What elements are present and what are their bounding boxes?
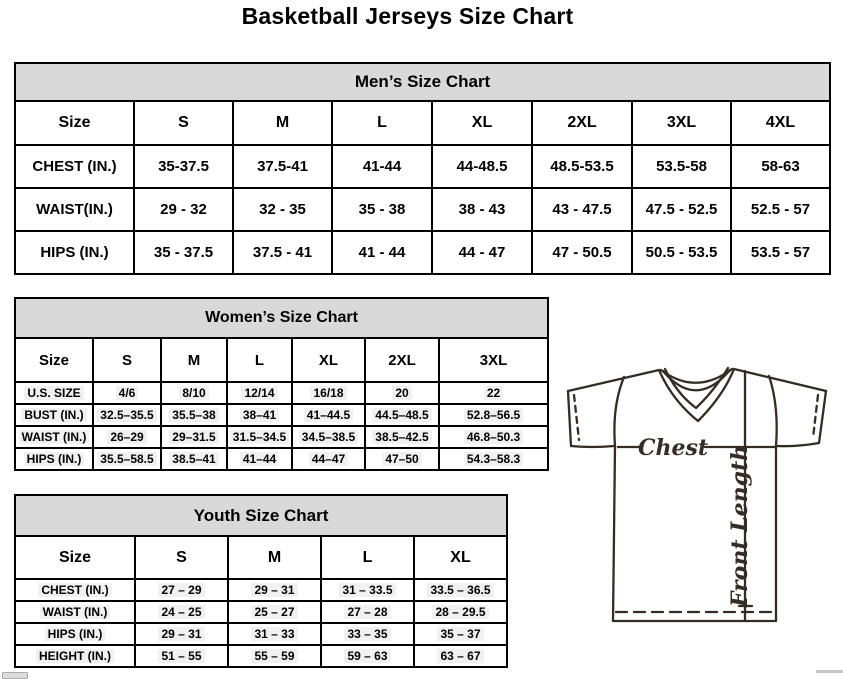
value-cell: 41-44	[332, 145, 432, 188]
row-label: HEIGHT (IN.)	[15, 645, 135, 667]
value-cell: 38 - 43	[432, 188, 532, 231]
col-header: M	[161, 338, 227, 382]
value-cell: 53.5 - 57	[731, 231, 830, 274]
size-label: Size	[15, 536, 135, 579]
value-cell: 41 - 44	[332, 231, 432, 274]
table-row	[15, 63, 830, 101]
col-header: 4XL	[731, 101, 830, 145]
value-cell: 44 - 47	[432, 231, 532, 274]
value-cell: 44.5–48.5	[365, 404, 439, 426]
value-cell: 20	[365, 382, 439, 404]
col-header: L	[227, 338, 292, 382]
value-cell: 16/18	[292, 382, 365, 404]
value-cell: 12/14	[227, 382, 292, 404]
value-cell: 46.8–50.3	[439, 426, 548, 448]
table-row	[15, 448, 548, 470]
jersey-right-cuff-dashed-line	[813, 395, 818, 438]
value-cell: 38.5–41	[161, 448, 227, 470]
jersey-right-shoulder-line	[734, 369, 826, 391]
col-header: XL	[292, 338, 365, 382]
mens-table-title: Men’s Size Chart	[15, 63, 830, 101]
value-cell: 37.5 - 41	[233, 231, 332, 274]
value-cell: 32 - 35	[233, 188, 332, 231]
value-cell: 32.5–35.5	[93, 404, 161, 426]
size-label: Size	[15, 101, 134, 145]
jersey-collar-inner-v	[665, 368, 728, 408]
value-cell: 4/6	[93, 382, 161, 404]
horizontal-scrollbar-fragment[interactable]	[2, 672, 28, 679]
table-row	[15, 298, 548, 338]
col-header: 3XL	[632, 101, 731, 145]
col-header: S	[134, 101, 233, 145]
value-cell: 27 – 28	[321, 601, 414, 623]
value-cell: 41–44	[227, 448, 292, 470]
col-header: S	[135, 536, 228, 579]
value-cell: 35 – 37	[414, 623, 507, 645]
value-cell: 58-63	[731, 145, 830, 188]
value-cell: 29 – 31	[135, 623, 228, 645]
value-cell: 29 – 31	[228, 579, 321, 601]
row-label: WAIST (IN.)	[15, 426, 93, 448]
table-row	[15, 426, 548, 448]
value-cell: 44-48.5	[432, 145, 532, 188]
value-cell: 59 – 63	[321, 645, 414, 667]
value-cell: 44–47	[292, 448, 365, 470]
value-cell: 31 – 33.5	[321, 579, 414, 601]
col-header: 2XL	[532, 101, 632, 145]
jersey-collar-back-arc-2	[663, 370, 730, 390]
value-cell: 24 – 25	[135, 601, 228, 623]
value-cell: 52.8–56.5	[439, 404, 548, 426]
page-title: Basketball Jerseys Size Chart	[241, 3, 574, 29]
row-label: BUST (IN.)	[15, 404, 93, 426]
size-label: Size	[15, 338, 93, 382]
mens-size-chart-table	[14, 62, 831, 275]
row-label: WAIST(IN.)	[15, 188, 134, 231]
col-header: M	[233, 101, 332, 145]
row-label: WAIST (IN.)	[15, 601, 135, 623]
col-header: XL	[414, 536, 507, 579]
value-cell: 47 - 50.5	[532, 231, 632, 274]
chest-label: Chest	[637, 435, 709, 461]
col-header: M	[228, 536, 321, 579]
col-header: S	[93, 338, 161, 382]
value-cell: 33 – 35	[321, 623, 414, 645]
jersey-measurement-diagram	[556, 358, 843, 658]
horizontal-scrollbar-fragment[interactable]	[816, 670, 843, 673]
table-row	[15, 382, 548, 404]
womens-size-chart-table	[14, 297, 549, 471]
table-row	[15, 623, 507, 645]
jersey-left-shoulder-line	[568, 370, 659, 391]
value-cell: 33.5 – 36.5	[414, 579, 507, 601]
value-cell: 53.5-58	[632, 145, 731, 188]
value-cell: 35.5–38	[161, 404, 227, 426]
row-label: HIPS (IN.)	[15, 623, 135, 645]
value-cell: 50.5 - 53.5	[632, 231, 731, 274]
value-cell: 35-37.5	[134, 145, 233, 188]
table-row	[15, 338, 548, 382]
value-cell: 8/10	[161, 382, 227, 404]
value-cell: 55 – 59	[228, 645, 321, 667]
row-label: CHEST (IN.)	[15, 579, 135, 601]
value-cell: 41–44.5	[292, 404, 365, 426]
row-label: U.S. SIZE	[15, 382, 93, 404]
col-header: 3XL	[439, 338, 548, 382]
front-length-label: Front Length	[727, 444, 753, 608]
value-cell: 52.5 - 57	[731, 188, 830, 231]
table-row	[15, 645, 507, 667]
col-header: L	[332, 101, 432, 145]
value-cell: 35 - 37.5	[134, 231, 233, 274]
value-cell: 43 - 47.5	[532, 188, 632, 231]
table-row	[15, 536, 507, 579]
row-label: HIPS (IN.)	[15, 448, 93, 470]
jersey-right-seam	[769, 376, 777, 446]
value-cell: 34.5–38.5	[292, 426, 365, 448]
table-row	[15, 601, 507, 623]
jersey-left-seam	[614, 377, 624, 446]
value-cell: 31 – 33	[228, 623, 321, 645]
value-cell: 29–31.5	[161, 426, 227, 448]
value-cell: 38.5–42.5	[365, 426, 439, 448]
youth-size-chart-table	[14, 494, 508, 668]
table-row	[15, 495, 507, 536]
row-label: CHEST (IN.)	[15, 145, 134, 188]
value-cell: 35.5–58.5	[93, 448, 161, 470]
value-cell: 37.5-41	[233, 145, 332, 188]
value-cell: 63 – 67	[414, 645, 507, 667]
table-row	[15, 145, 830, 188]
table-row	[15, 101, 830, 145]
value-cell: 27 – 29	[135, 579, 228, 601]
youth-table-title: Youth Size Chart	[15, 495, 507, 536]
value-cell: 51 – 55	[135, 645, 228, 667]
col-header: L	[321, 536, 414, 579]
value-cell: 48.5-53.5	[532, 145, 632, 188]
value-cell: 47–50	[365, 448, 439, 470]
table-row	[15, 188, 830, 231]
value-cell: 26–29	[93, 426, 161, 448]
value-cell: 38–41	[227, 404, 292, 426]
value-cell: 47.5 - 52.5	[632, 188, 731, 231]
table-row	[15, 579, 507, 601]
value-cell: 54.3–58.3	[439, 448, 548, 470]
value-cell: 25 – 27	[228, 601, 321, 623]
table-row	[15, 231, 830, 274]
value-cell: 31.5–34.5	[227, 426, 292, 448]
value-cell: 35 - 38	[332, 188, 432, 231]
value-cell: 22	[439, 382, 548, 404]
jersey-left-cuff-dashed-line	[574, 395, 579, 440]
row-label: HIPS (IN.)	[15, 231, 134, 274]
table-row	[15, 404, 548, 426]
value-cell: 29 - 32	[134, 188, 233, 231]
col-header: XL	[432, 101, 532, 145]
value-cell: 28 – 29.5	[414, 601, 507, 623]
womens-table-title: Women’s Size Chart	[15, 298, 548, 338]
col-header: 2XL	[365, 338, 439, 382]
